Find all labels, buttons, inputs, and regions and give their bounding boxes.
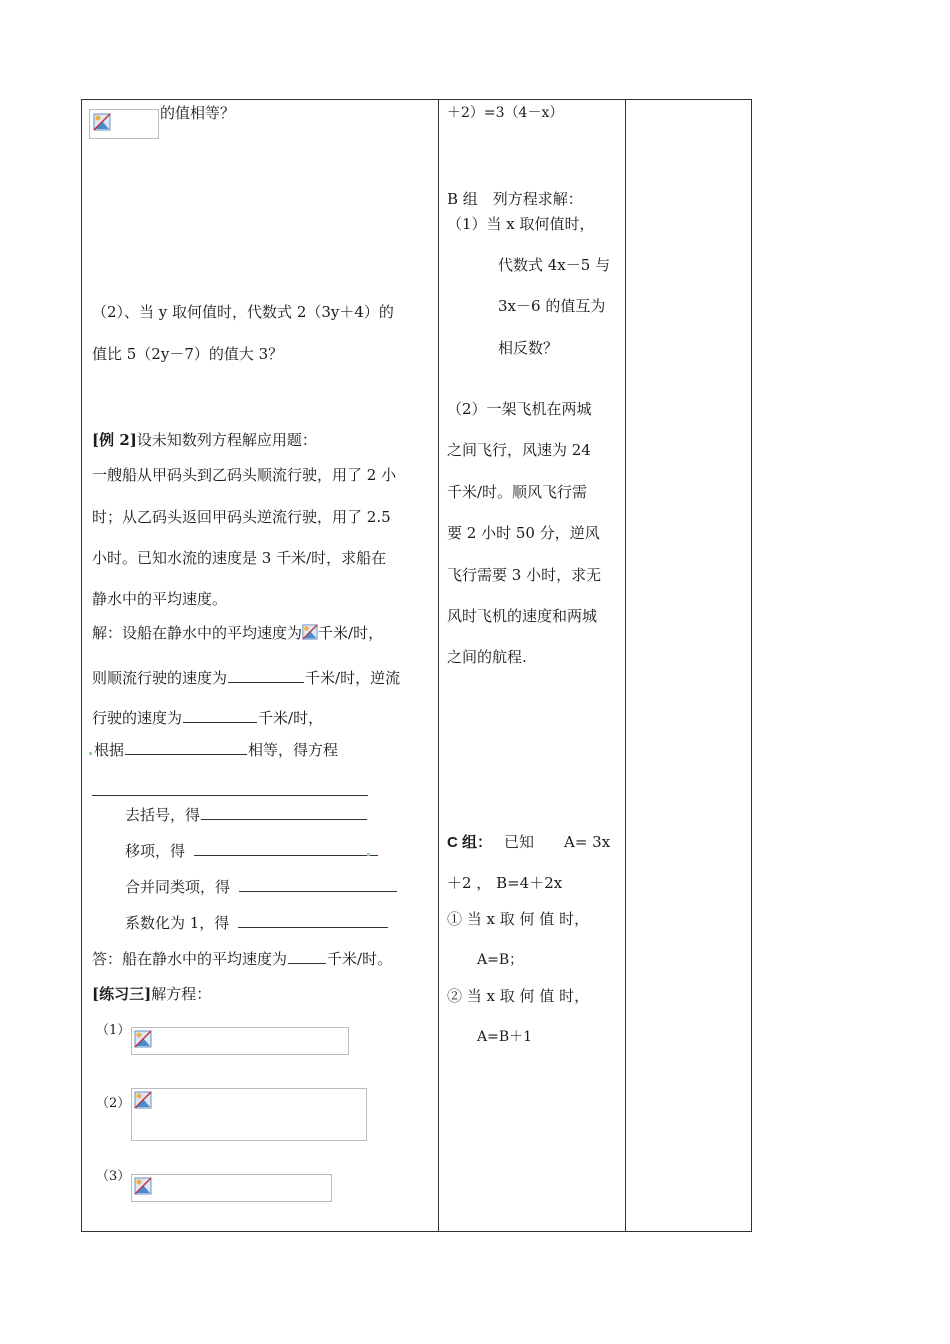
blank — [125, 740, 247, 755]
step-combine: 合并同类项，得 — [125, 878, 231, 896]
group-b-q1-line: （1）当 x 取何值时， — [447, 215, 595, 233]
marker-dot — [367, 853, 370, 856]
solution-line4-a: 根据 — [94, 741, 125, 759]
example-2-label: [例 2] — [92, 431, 137, 449]
equation-blank-line — [92, 795, 368, 796]
paragraph-line: 一艘船从甲码头到乙码头顺流行驶，用了 2 小 — [92, 466, 397, 484]
group-b-q2-line: 之间飞行，风速为 24 — [447, 441, 591, 459]
table-frame — [81, 99, 752, 1232]
equation-image — [89, 109, 159, 139]
group-c-q1-b: A=B； — [477, 952, 524, 968]
solution-line3-b: 千米/时， — [258, 709, 324, 727]
solution-line1-a: 解：设船在静水中的平均速度为 — [92, 624, 303, 642]
solution-line4-b: 相等，得方程 — [248, 741, 339, 759]
step-remove-brackets: 去括号，得 — [125, 806, 201, 824]
blank — [239, 877, 397, 892]
group-c-q1: ① 当 x 取 何 值 时， — [447, 910, 590, 928]
group-b-q2-line: （2）一架飞机在两城 — [447, 400, 592, 418]
group-b-q1-line: 相反数？ — [498, 339, 559, 357]
broken-image-icon — [302, 624, 318, 640]
broken-image-icon — [93, 113, 111, 131]
blank — [238, 913, 388, 928]
solution-line1-b: 千米/时， — [318, 624, 384, 642]
paragraph-line: 时；从乙码头返回甲码头逆流行驶，用了 2.5 — [92, 508, 391, 526]
group-c-given: 已知 A= 3x — [504, 833, 611, 851]
blank — [201, 805, 367, 820]
group-c-label: C 组： — [447, 834, 493, 851]
group-c-q2: ② 当 x 取 何 值 时， — [447, 987, 590, 1005]
broken-image-icon — [134, 1091, 152, 1109]
exercise-3-label: [练习三] — [92, 985, 152, 1003]
continued-equation: ＋2）=3（4－x） — [447, 105, 564, 121]
step-coefficient: 系数化为 1，得 — [125, 914, 230, 932]
exercise-3-title: 解方程： — [151, 985, 212, 1003]
group-b-q2-line: 飞行需要 3 小时，求无 — [447, 566, 602, 584]
paragraph-line: 静水中的平均速度。 — [92, 590, 228, 608]
blank — [288, 949, 326, 964]
solution-line3-a: 行驶的速度为 — [92, 709, 183, 727]
group-b-q1-line: 3x－6 的值互为 — [498, 297, 606, 315]
exercise-number: （1） — [96, 1023, 131, 1038]
broken-image-icon — [134, 1030, 152, 1048]
group-b-title: B 组 列方程求解： — [447, 190, 583, 208]
solution-line2-b: 千米/时，逆流 — [305, 669, 401, 687]
exercise-number: （3） — [96, 1169, 131, 1184]
example-2-title: 设未知数列方程解应用题： — [136, 431, 317, 449]
answer-a: 答：船在静水中的平均速度为 — [92, 950, 288, 968]
column-divider-2 — [625, 99, 626, 1232]
group-b-q2-line: 千米/时。顺风飞行需 — [447, 483, 588, 501]
group-b-q2-line: 之间的航程. — [447, 648, 527, 666]
text-line: 的值相等？ — [160, 104, 236, 122]
answer-b: 千米/时。 — [327, 950, 393, 968]
exercise-number: （2） — [96, 1096, 131, 1111]
equation-image — [131, 1027, 349, 1055]
group-b-q1-line: 代数式 4x－5 与 — [498, 256, 611, 274]
blank — [183, 708, 257, 723]
paragraph-line: 小时。已知水流的速度是 3 千米/时，求船在 — [92, 549, 387, 567]
step-transpose: 移项，得 — [125, 842, 186, 860]
column-divider-1 — [438, 99, 439, 1232]
group-c-given-2: ＋2 ， B=4＋2x — [447, 874, 563, 892]
blank — [228, 668, 304, 683]
group-b-q2-line: 风时飞机的速度和两城 — [447, 607, 598, 625]
equation-image — [131, 1174, 332, 1202]
broken-image-icon — [134, 1177, 152, 1195]
equation-image — [131, 1088, 367, 1141]
question-2-line1: （2）、当 y 取何值时，代数式 2（3y＋4）的 — [92, 303, 394, 321]
group-b-q2-line: 要 2 小时 50 分，逆风 — [447, 524, 600, 542]
group-c-q2-b: A=B＋1 — [477, 1029, 533, 1045]
marker-dot — [89, 752, 92, 755]
blank — [194, 841, 378, 856]
question-2-line2: 值比 5（2y－7）的值大 3？ — [92, 345, 284, 363]
solution-line2-a: 则顺流行驶的速度为 — [92, 669, 228, 687]
